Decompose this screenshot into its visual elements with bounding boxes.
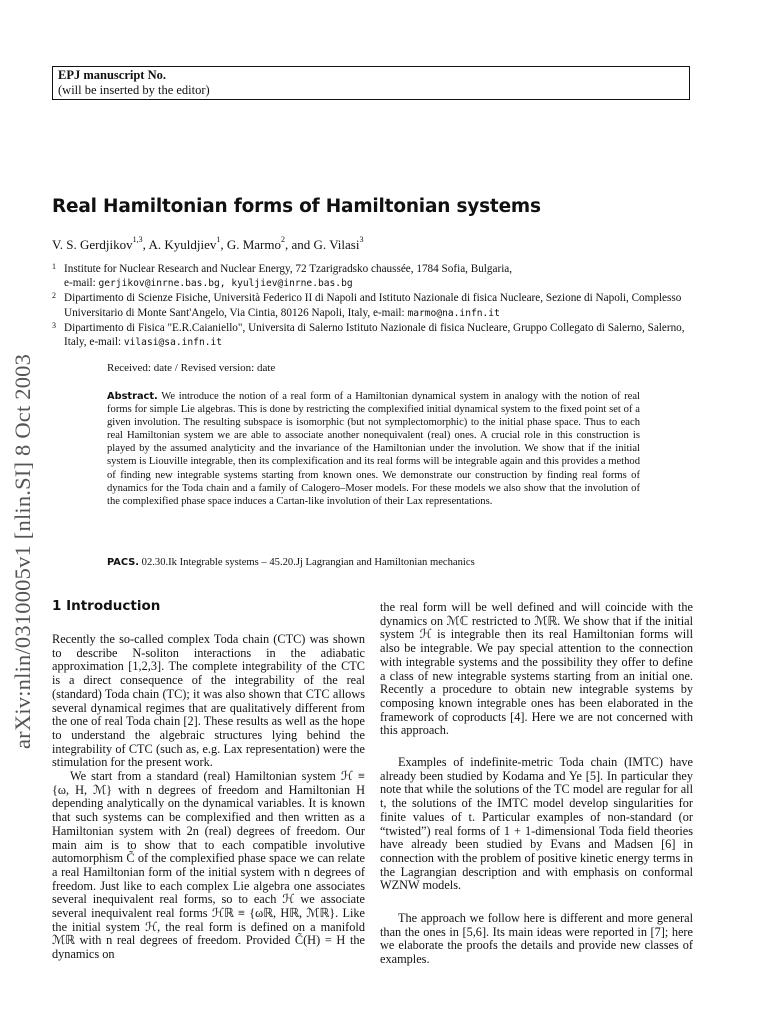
author-separator: ,	[220, 237, 227, 252]
affiliation-text: Dipartimento di Fisica "E.R.Caianiello", Universita di Salerno Istituto Nazionale di fisica Nucleare, Gruppo Collegato di Salerno, Salerno, Italy, e-mail:	[64, 321, 685, 349]
author-affiliation-mark: 1,3	[132, 235, 143, 244]
abstract-label: Abstract.	[107, 391, 158, 402]
author-list	[52, 237, 363, 253]
right-column	[380, 601, 693, 967]
pacs-text: 02.30.Ik Integrable systems – 45.20.Jj Lagrangian and Hamiltonian mechanics	[141, 557, 475, 568]
author-affiliation-mark: 3	[359, 235, 364, 244]
body-paragraph: We start from a standard (real) Hamiltonian system ℋ ≡ {ω, H, ℳ} with n degrees of freedom and Hamiltonian H depending analytically on the dynamical variables. It is known that such systems can be complexified and then written as a Hamiltonian system with 2n (real) degrees of freedom. Our main aim is to show that to each compatible involutive automorphism C̃ of the complexified phase space we can relate a real Hamiltonian form of the initial system with n degrees of freedom. Just like to each complex Lie algebra one associates several inequivalent real forms, so to each ℋ we associate several inequivalent real forms ℋℝ ≡ {ωℝ, Hℝ, ℳℝ}. Like the initial system ℋ, the real form is defined on a manifold ℳℝ with n real degrees of freedom. Provided C̃(H) = H the dynamics on	[52, 769, 365, 962]
affiliation-item	[52, 321, 702, 350]
body-paragraph: The approach we follow here is different and more general than the ones in [5,6]. Its main ideas were reported in [7]; here we elaborate the proofs the details and provide new classes of examples.	[380, 911, 693, 967]
manuscript-label: EPJ manuscript No.	[58, 68, 166, 82]
abstract	[107, 390, 640, 508]
affiliation-email-label: e-mail:	[64, 277, 99, 290]
affiliation-text: Dipartimento di Scienze Fisiche, Università Federico II di Napoli and Istituto Nazionale di fisica Nucleare, Sezione di Napoli, Complesso Universitario di Monte Sant'Angelo, Via Cintia, 80126 Napoli, Italy, e-mail:	[64, 292, 682, 319]
affiliation-list	[52, 262, 702, 350]
pacs-label: PACS.	[107, 557, 140, 568]
manuscript-header-box	[52, 66, 690, 100]
author-name: G. Marmo	[226, 237, 282, 252]
affiliation-number: 1	[52, 262, 56, 271]
affiliation-email[interactable]: marmo@na.infn.it	[407, 307, 500, 319]
author-separator: , and	[285, 237, 314, 252]
paper-title: Real Hamiltonian forms of Hamiltonian systems	[52, 196, 541, 217]
body-paragraph: the real form will be well defined and will coincide with the dynamics on ℳℂ restricted to ℳℝ. We show that if the initial system ℋ is integrable then its real Hamiltonian forms will also be integrable. We pay special attention to the connection with integrable systems and the possibility they offer to define a class of new integrable systems starting from an initial one. Recently a procedure to obtain new integrable systems by composing known integrable ones has been elaborated in the framework of coproducts [4]. Here we are not concerned with this approach.	[380, 600, 693, 738]
author-name: V. S. Gerdjikov	[52, 237, 133, 252]
affiliation-email[interactable]: gerjikov@inrne.bas.bg, kyuljiev@inrne.bas.bg	[98, 278, 353, 290]
body-paragraph: Examples of indefinite-metric Toda chain (IMTC) have already been studied by Kodama and Ye [5]. In particular they note that while the solutions of the TC model are regular for all t, the solutions of the IMTC model develop singularities for finite values of t. Particular examples of non-standard (or “twisted”) real forms of 1 + 1-dimensional Toda field theories have already been studied by Evans and Madsen [6] in connection with the problem of positive kinetic energy terms in the Lagrangian description and with emphasis on conformal WZNW models.	[380, 755, 693, 893]
manuscript-note: (will be inserted by the editor)	[58, 83, 210, 97]
author-name: G. Vilasi	[313, 237, 360, 252]
author-name: A. Kyuldjiev	[148, 237, 217, 252]
pacs-line	[107, 557, 640, 568]
received-date-line: Received: date / Revised version: date	[107, 362, 276, 374]
affiliation-number: 3	[52, 320, 56, 330]
affiliation-text: Institute for Nuclear Research and Nuclear Energy, 72 Tzarigradsko chaussée, 1784 Sofia, Bulgaria,	[64, 263, 513, 275]
arxiv-identifier: arXiv:nlin/0310005v1 [nlin.SI] 8 Oct 2003	[10, 353, 35, 749]
body-paragraph: Recently the so-called complex Toda chain (CTC) was shown to describe N-soliton interactions in the adiabatic approximation [1,2,3]. The complete integrability of the CTC is a direct consequence of the integrability of the real (standard) Toda chain (TC); it was also shown that CTC allows several dynamical regimes that are qualitatively different from the one of real Toda chain [2]. These results as well as the hope to understand the algebraic structures lying behind the integrability of CTC (such as, e.g. Lax representation) were the stimulation for the present work.	[52, 632, 365, 770]
affiliation-item	[52, 262, 702, 291]
abstract-text: We introduce the notion of a real form of a Hamiltonian dynamical system in analogy with the notion of real forms for simple Lie algebras. This is done by restricting the complexified initial dynamical system to the fixed point set of a given involution. The resulting subspace is isomorphic (but not symplectomorphic) to the initial phase space. Thus to each real Hamiltonian system we are able to associate another nonequivalent (real) ones. A crucial role in this construction is played by the assumed analyticity and the invariance of the Hamiltonian under the involution. We show that if the initial system is Liouville integrable, then its complexification and its real forms will be integrable again and this provides a method of finding new integrable systems starting from known ones. We demonstrate our construction by finding real forms of dynamics for the Toda chain and a family of Calogero–Moser models. For these models we also show that the involution of the complexified phase space induces a Cartan-like involution of their Lax representations.	[107, 391, 640, 507]
affiliation-item	[52, 291, 702, 320]
left-column	[52, 633, 365, 962]
author-affiliation-mark: 1	[216, 235, 221, 244]
section-heading-introduction: 1 Introduction	[52, 598, 161, 614]
author-separator: ,	[142, 237, 149, 252]
affiliation-number: 2	[52, 291, 56, 301]
affiliation-email[interactable]: vilasi@sa.infn.it	[123, 337, 223, 349]
author-affiliation-mark: 2	[281, 235, 286, 244]
